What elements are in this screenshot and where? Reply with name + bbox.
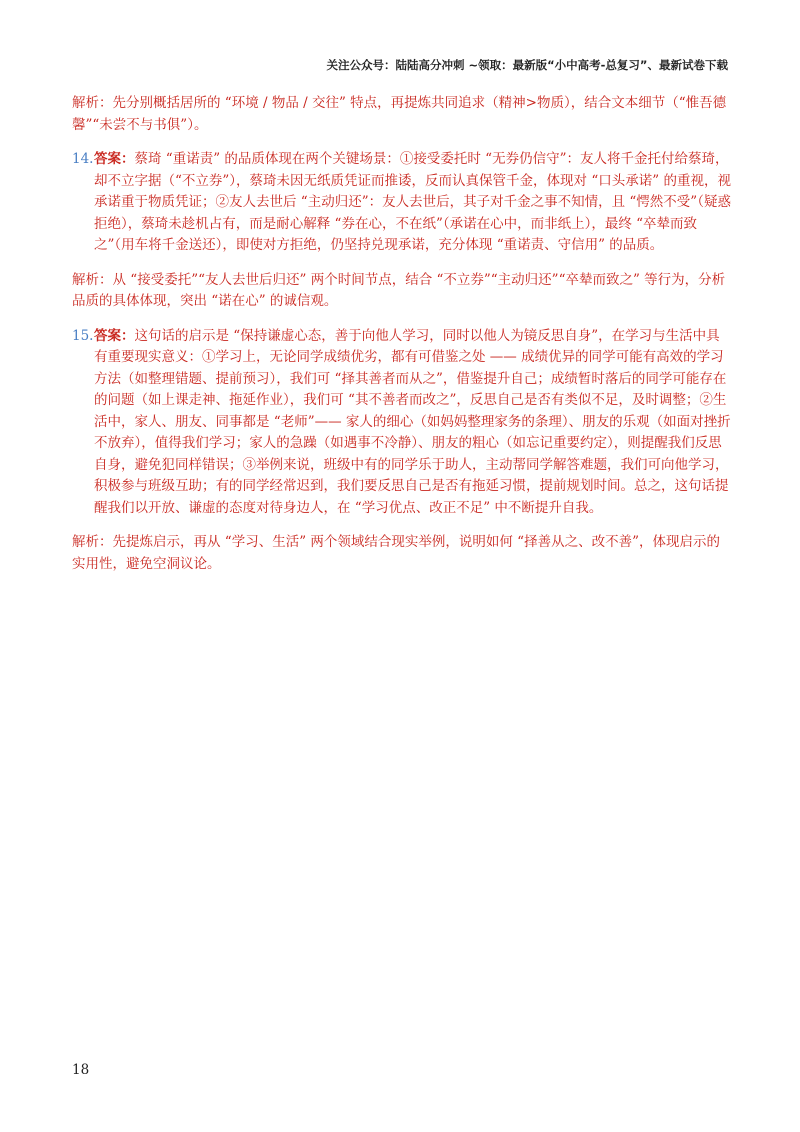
answer-text-14: 蔡琦 “重诺责” 的品质体现在两个关键场景：①接受委托时 “无券仍信守”：友人将千金托付给蔡琦，却不立字据（“不立券”），蔡琦未因无纸质凭证而推诿，反而认真保管千金，体现对 “口头承诺” 的重视，视承诺重于物质凭证；②友人去世后 “主动归还”：友人去世后，其子对千金之事不知情，且 “愕然不受”（疑惑拒绝），蔡琦未趁机占有，而是耐心解释 “券在心，不在纸”（承诺在心中，而非纸上），最终 “卒辇而致之”（用车将千金送还），即使对方拒绝，仍坚持兑现承诺，充分体现 “重诺责、守信用” 的品质。 bbox=[94, 151, 731, 253]
page-header: 关注公众号：陆陆高分冲刺 ~领取：最新版“小中高考-总复习”、最新试卷下载 bbox=[326, 58, 728, 72]
answer-label-14: 答案： bbox=[94, 151, 135, 167]
analysis-15: 解析：先提炼启示，再从 “学习、生活” 两个领域结合现实举例，说明如何 “择善从之、改不善”，体现启示的实用性，避免空洞议论。 bbox=[72, 534, 720, 572]
analysis-13: 解析：先分别概括居所的 “环境 / 物品 / 交往” 特点，再提炼共同追求（精神>物质），结合文本细节（“惟吾德馨”“未尝不与书俱”）。 bbox=[72, 95, 727, 133]
answer-label-15: 答案： bbox=[94, 327, 135, 344]
page-number: 18 bbox=[72, 1062, 90, 1078]
analysis-14: 解析：从 “接受委托”“友人去世后归还” 两个时间节点，结合 “不立券”“主动归还”“卒辇而致之” 等行为，分析品质的具体体现，突出 “诺在心” 的诚信观。 bbox=[72, 271, 726, 309]
question-number-14: 14. bbox=[72, 151, 94, 167]
answer-15 bbox=[72, 326, 732, 520]
answer-text-15: 这句话的启示是 “保持谦虚心态，善于向他人学习，同时以他人为镜反思自身”，在学习与生活中具有重要现实意义：①学习上，无论同学成绩优劣，都有可借鉴之处 —— 成绩优异的同学可能有高效的学习方法（如整理错题、提前预习），我们可 “择其善者而从之”，借鉴提升自己；成绩暂时落后的同学可能存在的问题（如上课走神、拖延作业），我们可 “其不善者而改之”，反思自己是否有类似不足，及时调整；②生活中，家人、朋友、同事都是 “老师”—— 家人的细心（如妈妈整理家务的条理）、朋友的乐观（如面对挫折不放弃），值得我们学习；家人的急躁（如遇事不冷静）、朋友的粗心（如忘记重要约定），则提醒我们反思自身，避免犯同样错误；③举例来说，班级中有的同学乐于助人，主动帮同学解答难题，我们可向他学习，积极参与班级互助；有的同学经常迟到，我们要反思自己是否有拖延习惯，提前规划时间。总之，这句话提醒我们以开放、谦虚的态度对待身边人，在 “学习优点、改正不足” 中不断提升自我。 bbox=[94, 327, 731, 516]
answer-content bbox=[72, 93, 732, 588]
answer-14 bbox=[72, 149, 732, 257]
question-number-15: 15. bbox=[72, 327, 94, 344]
